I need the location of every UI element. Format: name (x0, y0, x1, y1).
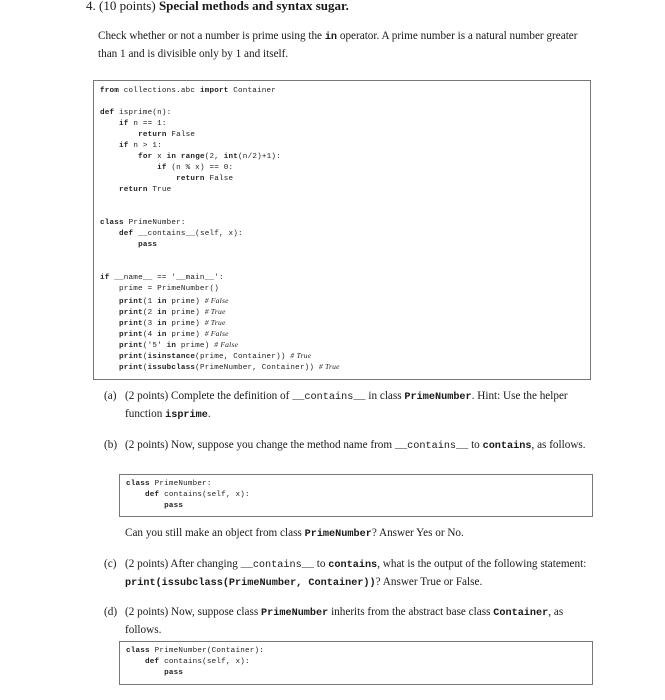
code-line: print(3 in prime) # True (119, 318, 226, 328)
part-b: (b) (2 points) Now, suppose you change the method name from __contains__ to contains, as follows. (104, 439, 586, 452)
code-line: pass (138, 241, 158, 249)
part-a-label: (a) (104, 390, 117, 402)
code-line: if n == 1: (119, 120, 167, 128)
code-line: for x in range(2, int(n/2)+1): (138, 153, 281, 161)
code-line: if (n % x) == 0: (157, 164, 234, 172)
main-code-block (93, 80, 591, 380)
code-line: print(issubclass(PrimeNumber, Container)) # True (119, 362, 340, 372)
code-line: class PrimeNumber: (100, 219, 186, 227)
code-line: from collections.abc import Container (100, 87, 277, 95)
code-line: return True (119, 186, 172, 194)
part-b-label: (b) (104, 439, 118, 451)
code-line: return False (138, 131, 196, 139)
code-line: print(2 in prime) # True (119, 307, 226, 317)
part-c: (c) (2 points) After changing __contains__ to contains, what is the output of the following statement: print(issubclass(PrimeNumber, Container))? Answer True or False. (104, 558, 587, 589)
code-line: def isprime(n): (100, 109, 172, 117)
code-line: pass (164, 502, 184, 510)
part-a: (a) (2 points) Complete the definition of __contains__ in class PrimeNumber. Hint: Use the helper function isprime. (104, 390, 568, 421)
problem-heading (86, 0, 349, 14)
part-d-code-block (119, 641, 593, 685)
intro-paragraph: Check whether or not a number is prime using the in operator. A prime number is a natural number greater than 1 and is divisible only by 1 and itself. (98, 30, 578, 60)
code-line: prime = PrimeNumber() (119, 285, 219, 293)
code-line: print(isinstance(prime, Container)) # True (119, 351, 312, 361)
problem-number: 4. (86, 0, 96, 13)
code-line: class PrimeNumber: (126, 480, 212, 488)
code-line: if __name__ == '__main__': (100, 274, 224, 282)
part-b-question: Can you still make an object from class PrimeNumber? Answer Yes or No. (125, 527, 464, 540)
code-line: class PrimeNumber(Container): (126, 647, 264, 655)
code-line: def __contains__(self, x): (119, 230, 243, 238)
code-line: def contains(self, x): (145, 658, 250, 666)
code-line: def contains(self, x): (145, 491, 250, 499)
part-b-code-block (119, 474, 593, 517)
code-line: if n > 1: (119, 142, 162, 150)
code-line: return False (176, 175, 234, 183)
code-line: print(1 in prime) # False (119, 296, 229, 306)
intro-code-in: in (324, 32, 338, 43)
part-d: (d) (2 points) Now, suppose class PrimeNumber inherits from the abstract base class Container, as follows. (104, 606, 564, 636)
code-line: print('5' in prime) # False (119, 340, 239, 350)
code-line: pass (164, 669, 184, 677)
part-c-label: (c) (104, 558, 117, 570)
code-line: print(4 in prime) # False (119, 329, 229, 339)
problem-title: Special methods and syntax sugar. (158, 0, 349, 13)
part-d-label: (d) (104, 606, 118, 618)
problem-points: (10 points) (99, 0, 156, 13)
